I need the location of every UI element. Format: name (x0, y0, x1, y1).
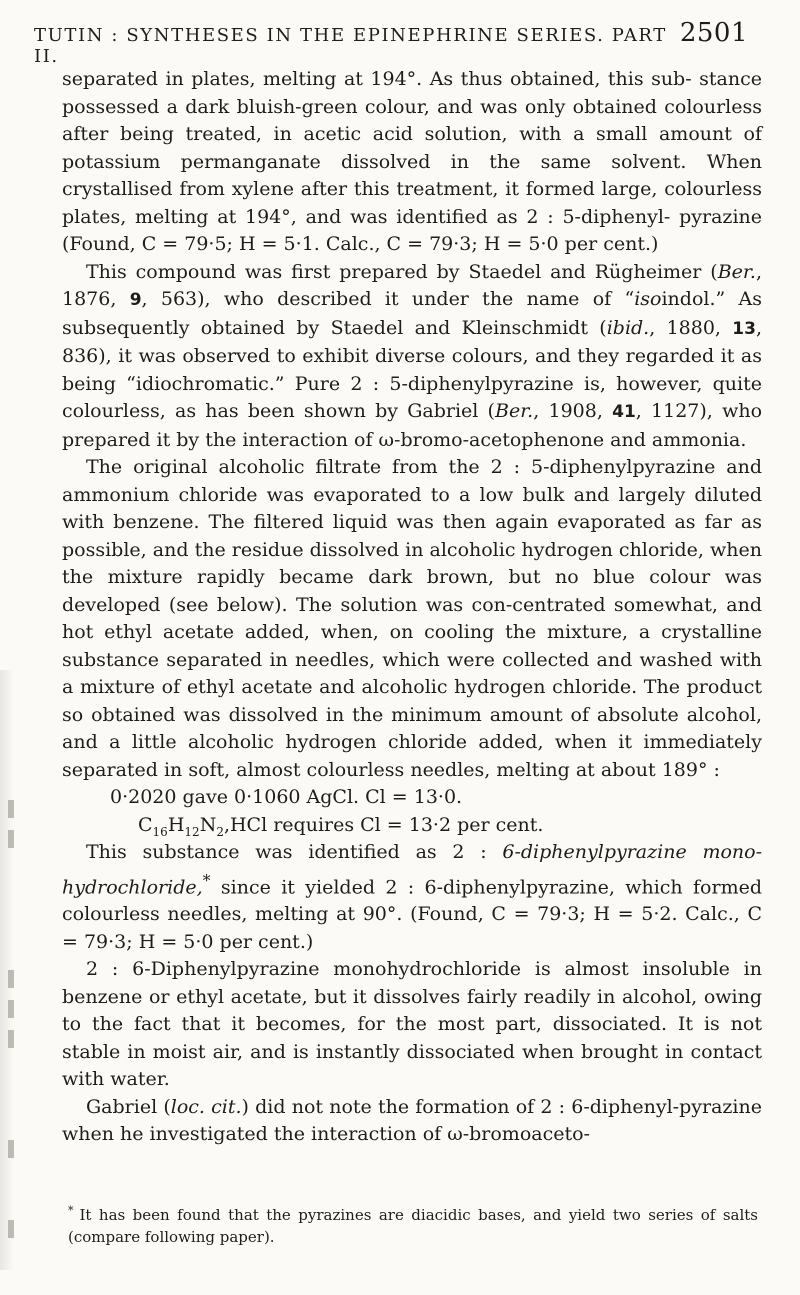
text-run: , 1880, (649, 316, 733, 339)
article-body (62, 66, 762, 1149)
element-symbol: N (199, 813, 217, 836)
text-line: colourless after being treated, in acetic acid solution, with a small (62, 95, 762, 145)
edge-mark (8, 800, 14, 818)
text-run: , 836), it was observed to exhibit diverse colours, and they regarded it as being “idiochromatic.” Pure 2 : 5-diphenylpyrazine is, however, quite colourless, as has been shown by Gabriel ( (62, 316, 762, 422)
element-symbol: C (138, 813, 153, 836)
edge-mark (8, 1140, 14, 1158)
formula-line (62, 812, 762, 840)
paragraph-filtrate: The original alcoholic filtrate from the 2 : 5-diphenylpyrazine and ammonium chloride was evaporated to a low bulk and largely diluted with benzene. The filtered liquid was then again evaporated as far as possible, and the residue dissolved in alcoholic hydrogen chloride, when the mixture rapidly became dark brown, but no blue colour was developed (see below). The solution was con-centrated somewhat, and hot ethyl acetate added, when, on cooling the mixture, a crystalline substance separated in needles, which were collected and washed with a mixture of ethyl acetate and alcoholic hydrogen chloride. The product so obtained was dissolved in the minimum amount of absolute alcohol, and a little alcoholic hydrogen chloride added, when it immediately separated in soft, almost colourless needles, melting at about 189° : (62, 456, 762, 781)
compound-name: 6-diphenylpyrazine mono-hydrochloride, (62, 841, 763, 898)
citation-volume: 9 (129, 290, 142, 310)
text-line: separated in plates, melting at 194°. As thus obtained, this sub- (62, 68, 692, 90)
text-run: indol.” (661, 288, 726, 310)
citation-loc-cit: loc. cit. (170, 1095, 242, 1118)
paragraph-continuation (62, 66, 762, 259)
paragraph-properties: 2 : 6-Diphenylpyrazine monohydrochloride is almost insoluble in benzene or ethyl acetate, but it dissolves fairly readily in alcohol, owing to the fact that it becomes, for the most part, dissociated. It is not stable in moist air, and is instantly dissociated when brought in contact with water. (62, 958, 762, 1091)
citation-volume: 13 (732, 318, 756, 339)
text-run: ) did not note the formation of 2 : 6-diphenyl-pyrazine when he investigated the interaction of ω-bromoaceto- (62, 1095, 762, 1146)
subscript: 16 (152, 824, 168, 839)
text-line: pyrazine (Found, C = 79·5; H = 5·1. Calc., C = 79·3; H = 5·0 per (62, 205, 762, 255)
text-run: , 1876, (62, 260, 762, 310)
element-symbol: H (167, 813, 185, 836)
text-run: , 1908, (533, 400, 613, 422)
text-run: since it yielded 2 : 6-diphenylpyrazine, which formed colourless needles, melting at 90°. (Found, C = 79·3; H = 5·2. Calc., C = 79·3; H = 5·0 per cent.) (62, 875, 762, 953)
analysis-line: 0·2020 gave 0·1060 AgCl. Cl = 13·0. (110, 786, 463, 808)
text-run: , 563), who described it under the name of “ (141, 288, 635, 310)
text-line: When crystallised from xylene after this treatment, it formed large, (62, 150, 762, 200)
footnote-text: It has been found that the pyrazines are diacidic bases, and yield two series of salts (compare following paper). (68, 1206, 758, 1246)
citation-volume: 41 (612, 402, 636, 422)
paragraph-gabriel (62, 1094, 762, 1149)
citation-journal: Ber. (494, 400, 534, 422)
text-run: , 1127), who prepared it by the interaction of ω-bromo-acetophenone and ammonia. (62, 400, 763, 451)
edge-mark (8, 830, 14, 848)
text-run: This substance was identified as 2 : (86, 841, 503, 863)
paragraph-identification (62, 839, 762, 956)
footnote (68, 1200, 758, 1248)
running-head: TUTIN : SYNTHESES IN THE EPINEPHRINE SERIES. PART II. (34, 25, 667, 67)
text-line: colourless plates, melting at 194°, and was identified as 2 : 5-diphenyl- (62, 178, 762, 228)
page-header (34, 18, 748, 67)
subscript: 2 (216, 824, 224, 839)
footnote-mark: * (68, 1204, 74, 1217)
text-run: ,HCl requires Cl = 13·2 per cent. (223, 813, 544, 836)
page-number: 2501 (679, 18, 748, 48)
footnote-ref: * (202, 870, 211, 890)
text-run: Gabriel ( (86, 1095, 171, 1118)
edge-mark (8, 1030, 14, 1048)
edge-mark (8, 1000, 14, 1018)
text-line: amount of potassium permanganate dissolved in the same solvent. (62, 123, 763, 173)
italic-prefix: iso (634, 288, 662, 310)
edge-mark (8, 1220, 14, 1238)
text-run: This compound was first prepared by Staedel and Rügheimer ( (86, 260, 718, 283)
citation-ibid: ibid. (606, 316, 650, 339)
subscript: 12 (184, 824, 200, 839)
text-line: cent.) (603, 233, 659, 255)
edge-mark (8, 970, 14, 988)
paragraph-history (62, 259, 762, 455)
text-run: As subsequently obtained by Staedel and Kleinschmidt ( (62, 288, 762, 339)
citation-journal: Ber. (717, 260, 756, 283)
text-line: stance possessed a dark bluish-green colour, and was only obtained (62, 68, 762, 118)
